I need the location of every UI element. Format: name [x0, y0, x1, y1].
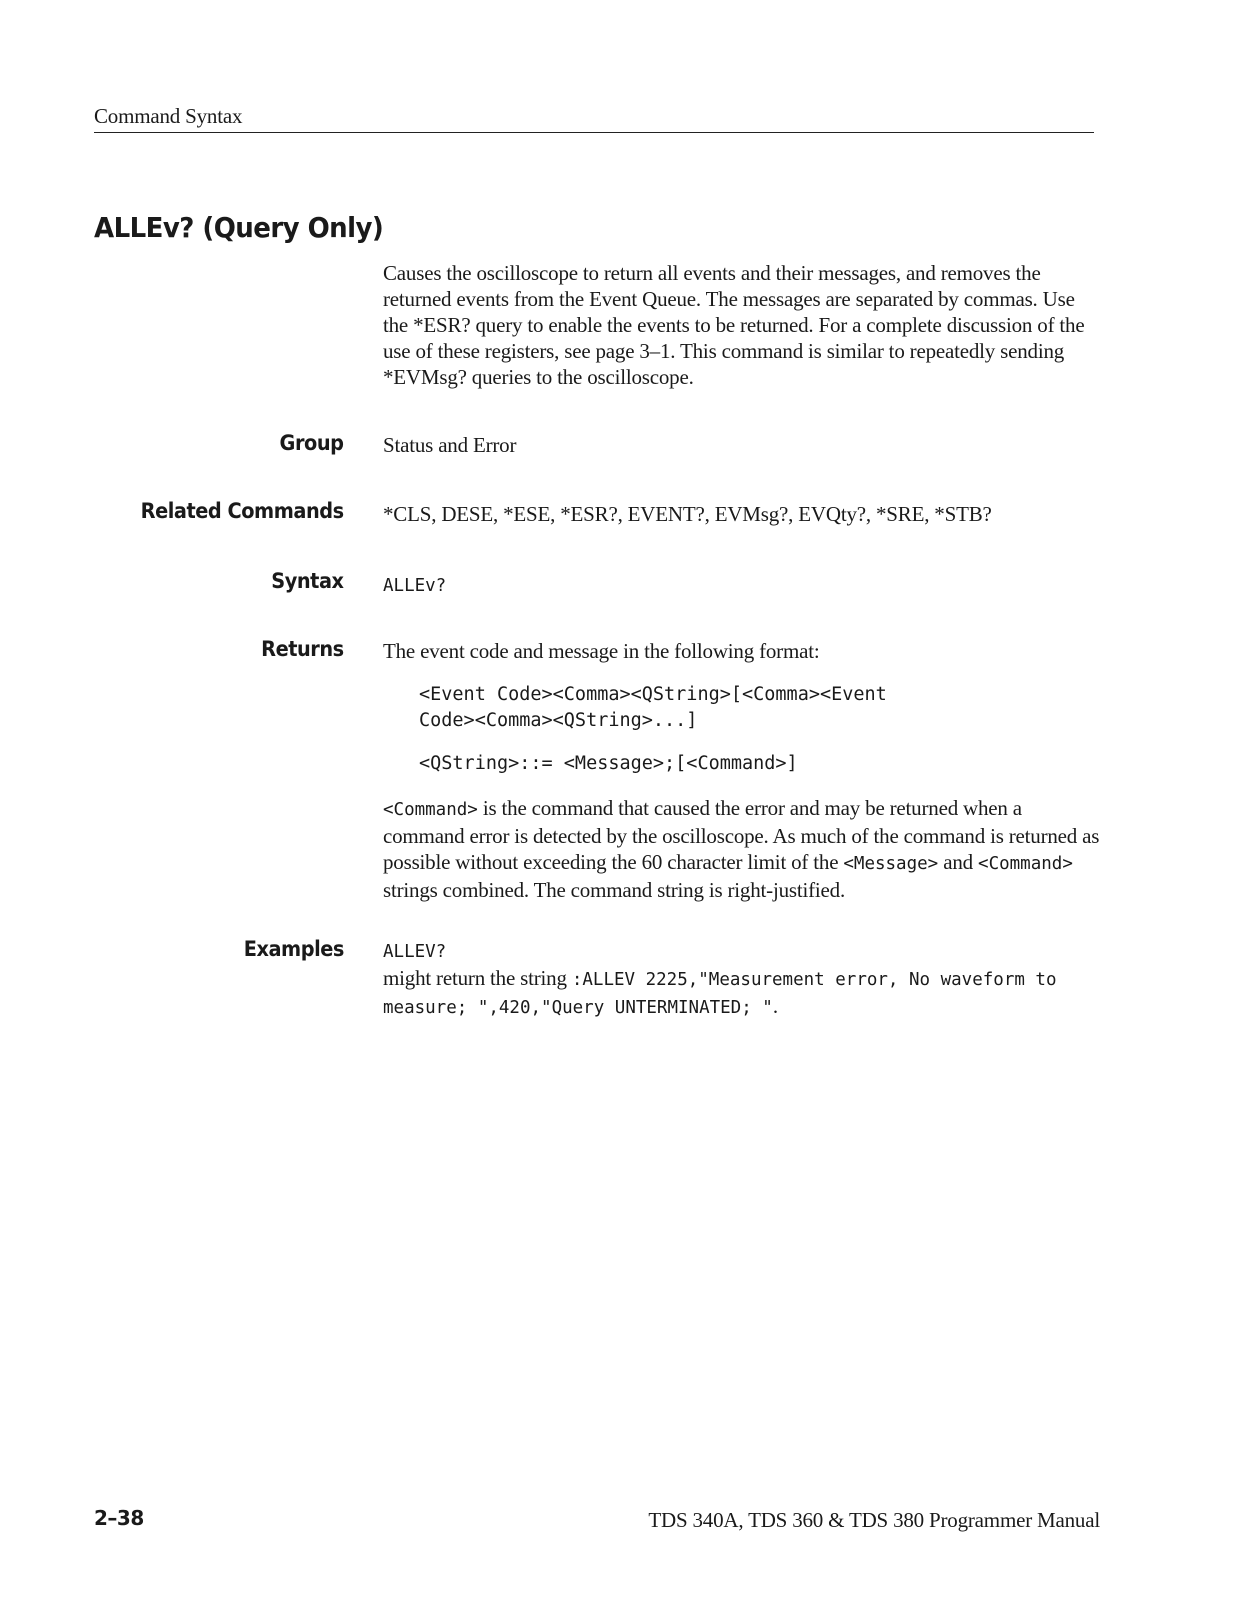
command-token: <Command>	[383, 800, 478, 820]
returns-intro: The event code and message in the following format:	[383, 639, 820, 663]
page-number: 2–38	[94, 1506, 144, 1530]
qstring-definition: <QString>::= <Message>;[<Command>]	[419, 753, 798, 774]
syntax-value	[383, 571, 1103, 599]
returns-format-line-2: Code><Comma><QString>...]	[419, 710, 698, 731]
examples-block	[383, 939, 1103, 1021]
section-title: ALLEv? (Query Only)	[94, 211, 384, 244]
example-command: ALLEV?	[383, 942, 447, 962]
returns-label: Returns	[261, 637, 344, 661]
examples-label: Examples	[243, 937, 344, 961]
group-label: Group	[280, 431, 344, 455]
example-result-code: :ALLEV 2225,"Measurement error, No waveform to measure; ",420,"Query UNTERMINATED; "	[383, 970, 1057, 1018]
syntax-label: Syntax	[271, 569, 344, 593]
note-text-3: strings combined. The command string is right-justified.	[383, 878, 846, 902]
syntax-code: ALLEv?	[383, 576, 447, 596]
running-head: Command Syntax	[94, 104, 243, 128]
note-text-1: is the command that caused the error and may be returned when a command error is detected by the oscilloscope. As much of the command is returned as possible without exceeding the 60 character limit of the	[383, 796, 1100, 874]
related-commands-value: *CLS, DESE, *ESE, *ESR?, EVENT?, EVMsg?, EVQty?, *SRE, *STB?	[383, 502, 992, 526]
group-value: Status and Error	[383, 433, 517, 457]
returns-format-line-1: <Event Code><Comma><QString>[<Comma><Event	[419, 684, 887, 705]
example-trailer: .	[772, 994, 778, 1018]
note-text-2: and	[938, 850, 979, 874]
header-rule	[94, 132, 1094, 133]
description-paragraph: Causes the oscilloscope to return all events and their messages, and removes the returned events from the Event Queue. The messages are separated by commas. Use the *ESR? query to enable the events to be returned. For a complete discussion of the use of these registers, see page 3–1. This command is similar to repeatedly sending *EVMsg? queries to the oscilloscope.	[383, 261, 1085, 389]
message-token: <Message>	[843, 854, 939, 874]
returns-format-block	[419, 682, 1099, 734]
example-lead-text: might return the string	[383, 966, 572, 990]
command-token-2: <Command>	[978, 854, 1073, 874]
related-commands-label: Related Commands	[140, 499, 344, 523]
example-result-paragraph	[383, 965, 1103, 1021]
returns-note-paragraph	[383, 795, 1103, 903]
manual-title: TDS 340A, TDS 360 & TDS 380 Programmer Manual	[648, 1508, 1100, 1532]
